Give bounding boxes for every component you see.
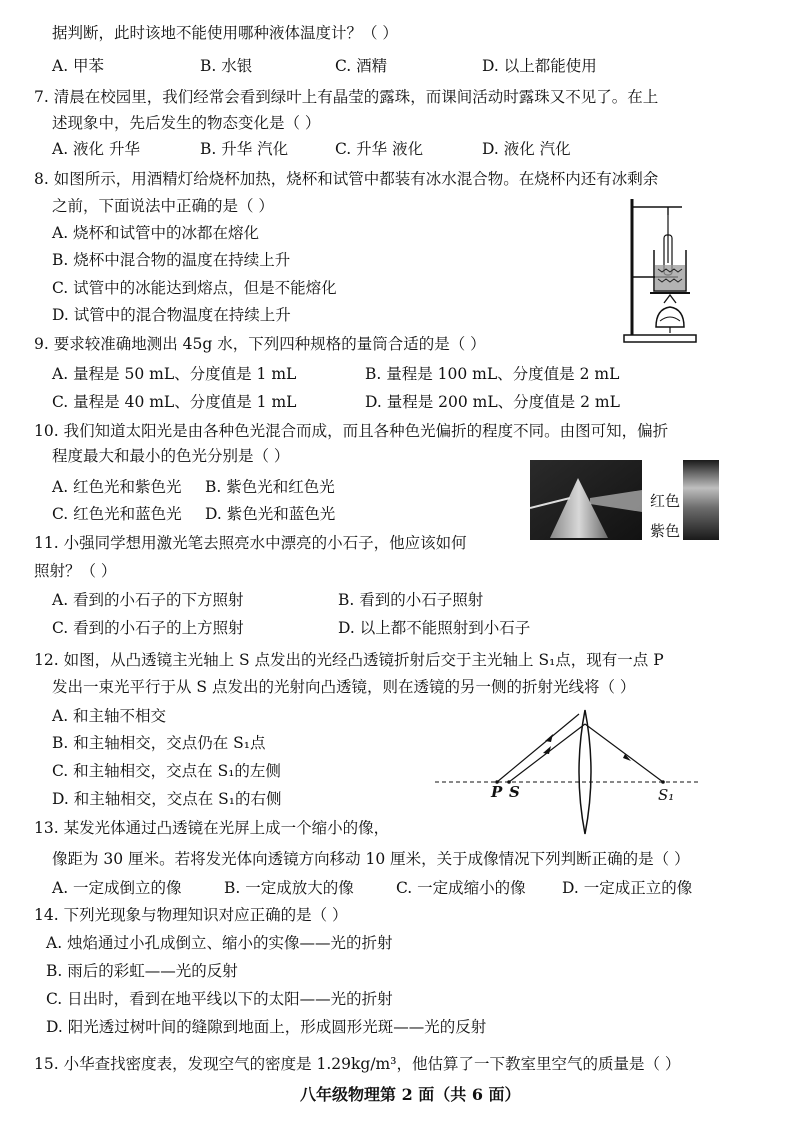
q13-option-c: C. 一定成缩小的像 xyxy=(396,879,526,897)
q6-option-a: A. 甲苯 xyxy=(52,57,105,75)
q8-stem-line1: 8. 如图所示，用酒精灯给烧杯加热，烧杯和试管中都装有冰水混合物。在烧杯内还有冰剩余 xyxy=(34,170,659,188)
q8-stem-line2: 之前，下面说法中正确的是（ ） xyxy=(52,197,274,215)
q10-option-b: B. 紫色光和红色光 xyxy=(205,478,335,496)
q8-option-d: D. 试管中的混合物温度在持续上升 xyxy=(52,306,291,324)
q10-option-c: C. 红色光和蓝色光 xyxy=(52,505,182,523)
q7-option-d: D. 液化 汽化 xyxy=(482,140,571,158)
q13-stem-line2: 像距为 30 厘米。若将发光体向透镜方向移动 10 厘米，关于成像情况下列判断正确的是（ ） xyxy=(52,850,690,868)
q12-option-a: A. 和主轴不相交 xyxy=(52,707,167,725)
q14-option-b: B. 雨后的彩虹——光的反射 xyxy=(46,962,238,980)
q8-option-b: B. 烧杯中混合物的温度在持续上升 xyxy=(52,251,291,269)
q11-option-a: A. 看到的小石子的下方照射 xyxy=(52,591,244,609)
q7-stem-line2: 述现象中，先后发生的物态变化是（ ） xyxy=(52,114,321,132)
q11-option-b: B. 看到的小石子照射 xyxy=(338,591,484,609)
heating-apparatus-figure xyxy=(620,195,700,347)
q9-option-b: B. 量程是 100 mL、分度值是 2 mL xyxy=(365,365,620,383)
q11-option-d: D. 以上都不能照射到小石子 xyxy=(338,619,531,637)
q11-option-c: C. 看到的小石子的上方照射 xyxy=(52,619,244,637)
q9-stem: 9. 要求较准确地测出 45g 水，下列四种规格的量筒合适的是（ ） xyxy=(34,335,486,353)
q6-option-c: C. 酒精 xyxy=(335,57,388,75)
q9-option-d: D. 量程是 200 mL、分度值是 2 mL xyxy=(365,393,620,411)
q10-option-a: A. 红色光和紫色光 xyxy=(52,478,182,496)
page-footer: 八年级物理第 2 面（共 6 面） xyxy=(300,1085,521,1104)
q8-option-c: C. 试管中的冰能达到熔点，但是不能熔化 xyxy=(52,279,337,297)
q7-option-c: C. 升华 液化 xyxy=(335,140,424,158)
prism-dispersion-photo xyxy=(530,460,642,540)
q12-option-b: B. 和主轴相交，交点仍在 S₁点 xyxy=(52,734,266,752)
q7-option-a: A. 液化 升华 xyxy=(52,140,140,158)
q6-option-d: D. 以上都能使用 xyxy=(482,57,597,75)
q13-option-d: D. 一定成正立的像 xyxy=(562,879,693,897)
spectrum-band xyxy=(683,460,719,540)
q6-stem: 据判断，此时该地不能使用哪种液体温度计？（ ） xyxy=(52,24,398,42)
q15-stem: 15. 小华查找密度表，发现空气的密度是 1.29kg/m³，他估算了一下教室里空气的质量是（ ） xyxy=(34,1055,681,1073)
point-p-label: P xyxy=(491,783,503,801)
q10-stem-line2: 程度最大和最小的色光分别是（ ） xyxy=(52,447,290,465)
q13-option-a: A. 一定成倒立的像 xyxy=(52,879,182,897)
q14-option-d: D. 阳光透过树叶间的缝隙到地面上，形成圆形光斑——光的反射 xyxy=(46,1018,487,1036)
q13-option-b: B. 一定成放大的像 xyxy=(224,879,354,897)
q12-stem-line2: 发出一束光平行于从 S 点发出的光射向凸透镜，则在透镜的另一侧的折射光线将（ ） xyxy=(52,678,636,696)
q12-option-c: C. 和主轴相交，交点在 S₁的左侧 xyxy=(52,762,281,780)
q8-option-a: A. 烧杯和试管中的冰都在熔化 xyxy=(52,224,260,242)
label-violet: 紫色 xyxy=(650,522,681,540)
label-red: 红色 xyxy=(650,492,681,510)
q13-stem-line1: 13. 某发光体通过凸透镜在光屏上成一个缩小的像， xyxy=(34,819,390,837)
q6-option-b: B. 水银 xyxy=(200,57,253,75)
q12-option-d: D. 和主轴相交，交点在 S₁的右侧 xyxy=(52,790,282,808)
q14-option-c: C. 日出时，看到在地平线以下的太阳——光的折射 xyxy=(46,990,393,1008)
q10-option-d: D. 紫色光和蓝色光 xyxy=(205,505,336,523)
q12-stem-line1: 12. 如图，从凸透镜主光轴上 S 点发出的光经凸透镜折射后交于主光轴上 S₁点，现有一点 P xyxy=(34,651,664,669)
q9-option-c: C. 量程是 40 mL、分度值是 1 mL xyxy=(52,393,297,411)
q11-stem-line1: 11. 小强同学想用激光笔去照亮水中漂亮的小石子，他应该如何 xyxy=(34,534,467,552)
q9-option-a: A. 量程是 50 mL、分度值是 1 mL xyxy=(52,365,297,383)
q14-option-a: A. 烛焰通过小孔成倒立、缩小的实像——光的折射 xyxy=(46,934,393,952)
q7-stem-line1: 7. 清晨在校园里，我们经常会看到绿叶上有晶莹的露珠，而课间活动时露珠又不见了。在上 xyxy=(34,88,659,106)
convex-lens-diagram xyxy=(435,698,705,840)
q10-stem-line1: 10. 我们知道太阳光是由各种色光混合而成，而且各种色光偏折的程度不同。由图可知，偏折 xyxy=(34,422,669,440)
q11-stem-line2: 照射？（ ） xyxy=(34,562,117,580)
q14-stem: 14. 下列光现象与物理知识对应正确的是（ ） xyxy=(34,906,348,924)
point-s-label: S xyxy=(509,783,520,801)
point-s1-label: S₁ xyxy=(658,786,675,804)
q7-option-b: B. 升华 汽化 xyxy=(200,140,289,158)
